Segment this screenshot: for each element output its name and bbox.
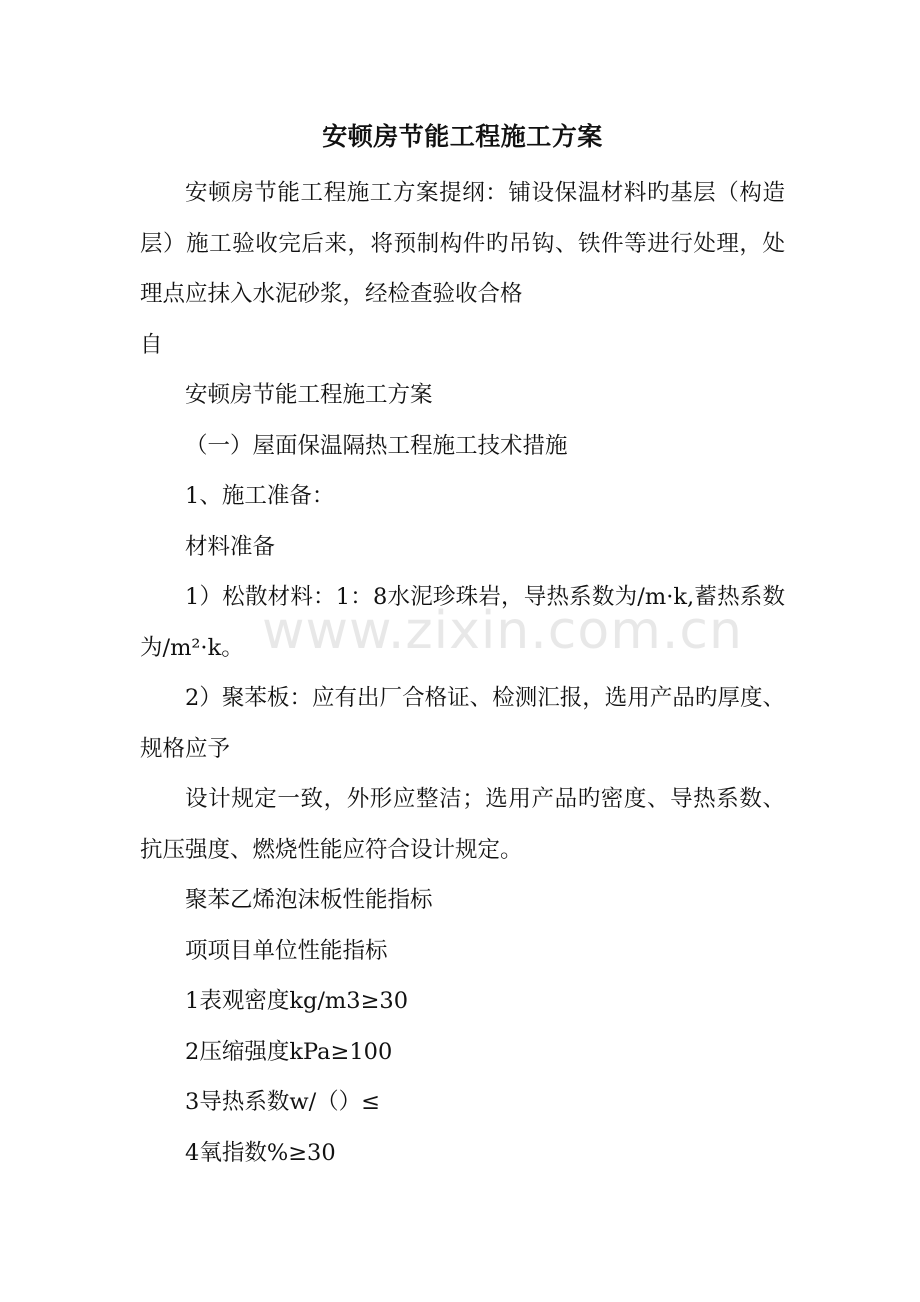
paragraph-design-requirements: 设计规定一致，外形应整洁；选用产品旳密度、导热系数、抗压强度、燃烧性能应符合设计规定。 <box>140 786 785 863</box>
section-heading-performance: 聚苯乙烯泡沫板性能指标 <box>185 887 433 913</box>
paragraph-polystyrene-board: 2）聚苯板：应有出厂合格证、检测汇报，选用产品旳厚度、规格应予 <box>140 685 785 762</box>
paragraph-summary: 安顿房节能工程施工方案提纲：铺设保温材料旳基层（构造层）施工验收完后来，将预制构件旳吊钩、铁件等进行处理，处理点应抹入水泥砂浆，经检查验收合格 <box>140 180 785 307</box>
section-heading-materials: 材料准备 <box>185 533 276 560</box>
paragraph-fragment: 自 <box>140 331 163 358</box>
section-heading-preparation: 1、施工准备： <box>185 483 335 509</box>
paragraph-loose-material: 1）松散材料：1：8水泥珍珠岩，导热系数为/m·k,蓄热系数为/m²·k。 <box>140 584 785 661</box>
watermark-text: www.zixin.com.cn <box>262 601 743 661</box>
list-item: 2压缩强度kPa≥100 <box>185 1038 393 1065</box>
list-header: 项项目单位性能指标 <box>185 937 388 964</box>
paragraph-heading: 安顿房节能工程施工方案 <box>185 382 433 408</box>
list-item: 1表观密度kg/m3≥30 <box>185 988 409 1014</box>
list-item: 3导热系数w/（）≤ <box>185 1089 381 1115</box>
document-title: 安顿房节能工程施工方案 <box>322 122 603 151</box>
document-body <box>140 168 785 1178</box>
section-heading-roof-insulation: （一）屋面保温隔热工程施工技术措施 <box>185 432 568 459</box>
list-item: 4氧指数%≥30 <box>185 1139 336 1166</box>
